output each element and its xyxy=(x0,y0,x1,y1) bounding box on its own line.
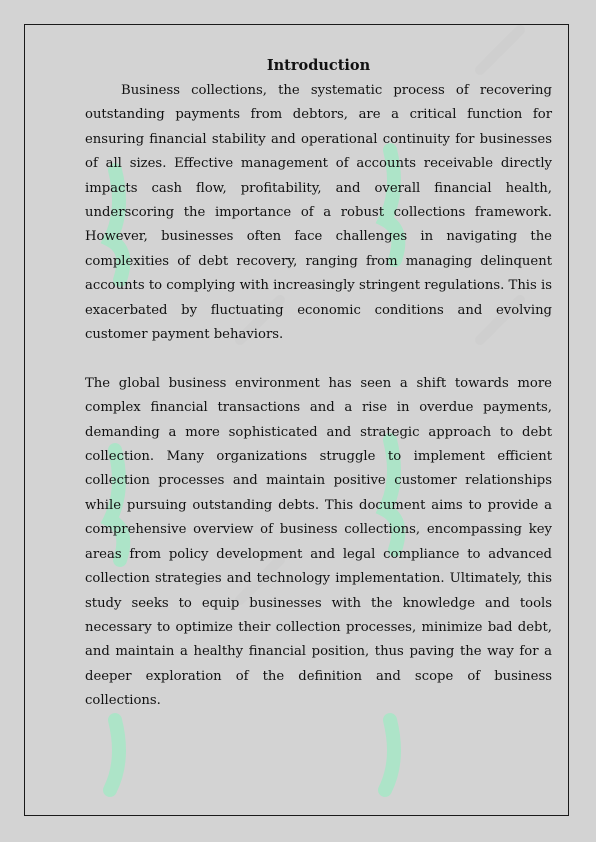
paragraph-spacer xyxy=(85,347,552,371)
section-heading: Introduction xyxy=(266,57,371,74)
paragraph-2: The global business environment has seen a shift towards more complex financial transactions and a rise in overdue payments, demanding a more sophisticated and strategic approach to debt collection. Many organizations struggle to implement efficient collection processes and maintain positive customer relationships while pursuing outstanding debts. This document aims to provide a comprehensive overview of business collections, encompassing key areas from policy development and legal compliance to advanced collection strategies and technology implementation. Ultimately, this study seeks to equip businesses with the knowledge and tools necessary to optimize their collection processes, minimize bad debt, and maintain a healthy financial position, thus paving the way for a deeper exploration of the definition and scope of business collections. xyxy=(85,375,552,709)
document-body xyxy=(85,53,552,714)
paragraph-1: Business collections, the systematic process of recovering outstanding payments from debtors, are a critical function for ensuring financial stability and operational continuity for businesses of all sizes. Effective management of accounts receivable directly impacts cash flow, profitability, and overall financial health, underscoring the importance of a robust collections framework. However, businesses often face challenges in navigating the complexities of debt recovery, ranging from managing delinquent accounts to complying with increasingly stringent regulations. This is exacerbated by fluctuating economic conditions and evolving customer payment behaviors. xyxy=(85,83,552,343)
